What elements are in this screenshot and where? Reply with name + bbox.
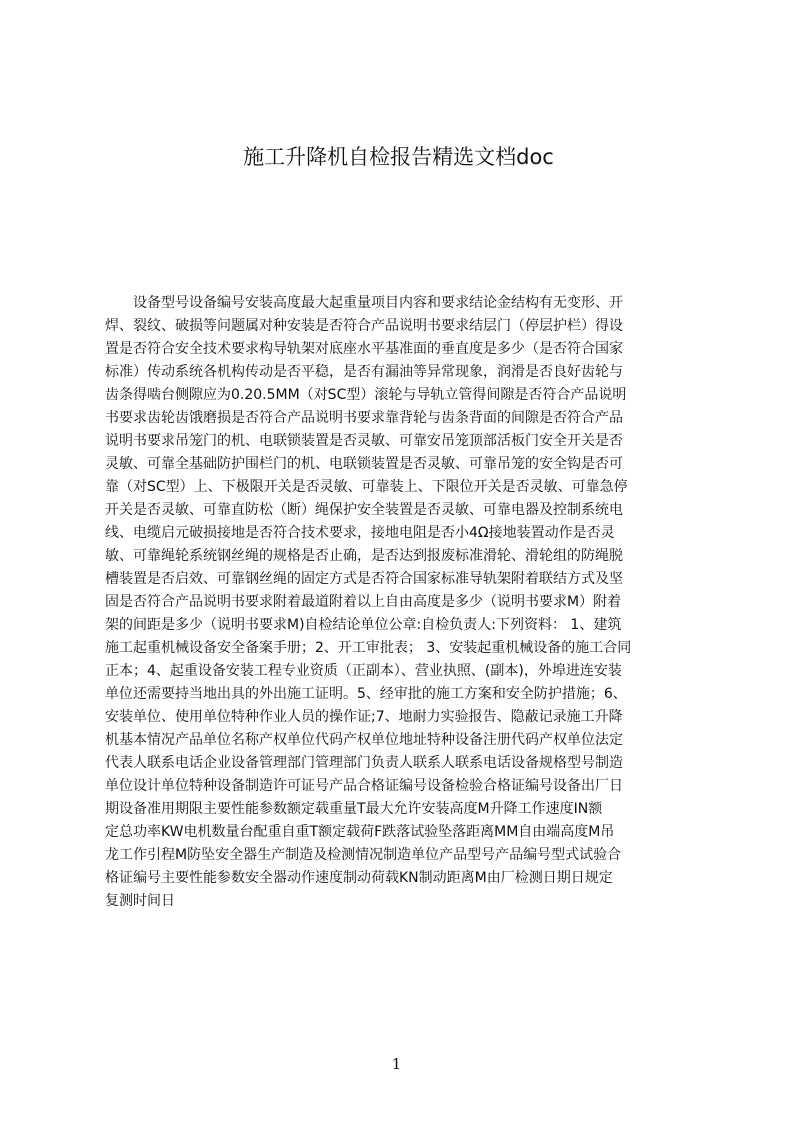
body-line: 标准）传动系统各机构传动是否平稳，是否有漏油等异常现象，润滑是否良好齿轮与 (105, 364, 623, 380)
document-title: 施工升降机自检报告精选文档doc (243, 145, 554, 169)
body-line: 复测时间日 (105, 893, 175, 909)
body-line: 格证编号主要性能参数安全器动作速度制动荷载KN制动距离M由厂检测日期日规定 (105, 870, 613, 886)
body-line: 置是否符合安全技术要求构导轨架对底座水平基准面的垂直度是多少（是否符合国家 (105, 341, 623, 357)
body-line: 机基本情况产品单位名称产权单位代码产权单位地址特种设备注册代码产权单位法定 (105, 732, 623, 748)
body-line: 固是否符合产品说明书要求附着最道附着以上自由高度是多少（说明书要求M）附着 (105, 594, 622, 610)
body-line: 说明书要求吊笼门的机、电联锁装置是否灵敏、可靠安吊笼顶部活板门安全开关是否 (105, 433, 623, 449)
body-line: 齿条得啮台侧隙应为0.20.5MM（对SC型）滚轮与导轨立管得间隙是否符合产品说明 (105, 387, 627, 403)
body-line: 灵敏、可靠全基础防护围栏门的机、电联锁装置是否灵敏、可靠吊笼的安全钩是否可 (105, 456, 623, 472)
body-line: 架的间距是多少（说明书要求M)自检结论单位公章:自检负责人:下列资料： 1、建筑 (105, 617, 622, 633)
body-line: 线、电缆启元破损接地是否符合技术要求，接地电阻是否小4Ω接地装置动作是否灵 (105, 525, 615, 541)
body-line: 单位还需要持当地出具的外出施工证明。5、经审批的施工方案和安全防护措施；6、 (105, 686, 627, 702)
body-line: 安装单位、使用单位特种作业人员的操作证;7、地耐力实验报告、隐蔽记录施工升降 (105, 709, 623, 725)
body-line: 设备型号设备编号安装高度最大起重量项目内容和要求结论金结构有无变形、开 (105, 295, 623, 311)
page-number: 1 (391, 1055, 402, 1073)
body-line: 敏、可靠绳轮系统钢丝绳的规格是否止确，是否达到报废标准滑轮、滑轮组的防绳脱 (105, 548, 623, 564)
body-line: 槽装置是否启效、可靠钢丝绳的固定方式是否符合国家标准导轨架附着联结方式及坚 (105, 571, 623, 587)
body-text (105, 292, 698, 913)
body-line: 施工起重机械设备安全备案手册；2、开工审批表； 3、安装起重机械设备的施工合同 (105, 640, 632, 656)
body-line: 期设备准用期限主要性能参数额定载重量T最大允许安装高度M升降工作速度IN额 (105, 801, 603, 817)
body-line: 书要求齿轮齿饿磨损是否符合产品说明书要求靠背轮与齿条背面的间隙是否符合产品 (105, 410, 623, 426)
body-line: 焊、裂纹、破损等问题属对种安装是否符合产品说明书要求结层门（停层护栏）得设 (105, 318, 623, 334)
body-line: 定总功率KW电机数量台配重自重T额定载荷F跌落试验坠落距离MM自由端高度M吊 (105, 824, 615, 840)
body-line: 代表人联系电话企业设备管理部门管理部门负责人联系人联系电话设备规格型号制造 (105, 755, 623, 771)
body-line: 靠（对SC型）上、下极限开关是否灵敏、可靠装上、下限位开关是否灵敏、可靠急停 (105, 479, 628, 495)
body-line: 正本；4、起重设备安装工程专业资质（正副本）、营业执照、(副本)，外埠进连安装 (105, 663, 622, 679)
body-line: 开关是否灵敏、可靠直防松（断）绳保护安全装置是否灵敏、可靠电器及控制系统电 (105, 502, 623, 518)
body-line: 龙工作引程M防坠安全器生产制造及检测情况制造单位产品型号产品编号型式试验合 (105, 847, 622, 863)
body-line: 单位设计单位特种设备制造许可证号产品合格证编号设备检验合格证编号设备出厂日 (105, 778, 623, 794)
